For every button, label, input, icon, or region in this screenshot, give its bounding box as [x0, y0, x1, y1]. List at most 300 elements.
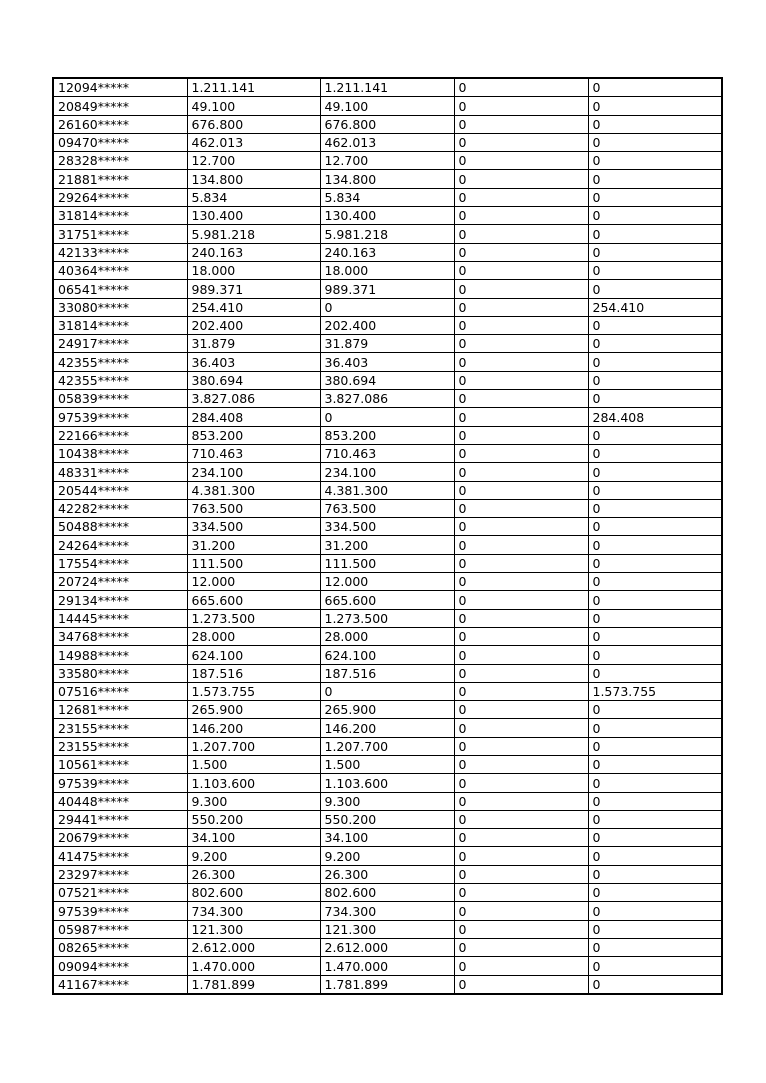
zero-cell: 0: [454, 78, 588, 97]
remaining-cell: 0: [588, 78, 722, 97]
remaining-cell: 0: [588, 207, 722, 225]
zero-cell: 0: [454, 755, 588, 773]
id-cell: 09094*****: [53, 957, 187, 975]
table-row: [53, 207, 722, 225]
id-cell: 07516*****: [53, 682, 187, 700]
remaining-cell: 0: [588, 609, 722, 627]
zero-cell: 0: [454, 371, 588, 389]
zero-cell: 0: [454, 207, 588, 225]
table-row: [53, 426, 722, 444]
paid-cell: 134.800: [320, 170, 454, 188]
zero-cell: 0: [454, 408, 588, 426]
amount-cell: 2.612.000: [187, 938, 320, 956]
paid-cell: 12.000: [320, 573, 454, 591]
paid-cell: 18.000: [320, 261, 454, 279]
paid-cell: 1.273.500: [320, 609, 454, 627]
amount-cell: 665.600: [187, 591, 320, 609]
zero-cell: 0: [454, 481, 588, 499]
table-row: [53, 682, 722, 700]
id-cell: 48331*****: [53, 463, 187, 481]
remaining-cell: 0: [588, 152, 722, 170]
table-row: [53, 97, 722, 115]
zero-cell: 0: [454, 646, 588, 664]
remaining-cell: 0: [588, 774, 722, 792]
table-row: [53, 719, 722, 737]
table-row: [53, 280, 722, 298]
id-cell: 42355*****: [53, 371, 187, 389]
id-cell: 29264*****: [53, 188, 187, 206]
table-row: [53, 573, 722, 591]
id-cell: 20679*****: [53, 829, 187, 847]
amount-cell: 624.100: [187, 646, 320, 664]
id-cell: 41475*****: [53, 847, 187, 865]
data-table: [52, 77, 723, 995]
remaining-cell: 0: [588, 737, 722, 755]
zero-cell: 0: [454, 938, 588, 956]
table-row: [53, 390, 722, 408]
table-row: [53, 957, 722, 975]
id-cell: 12094*****: [53, 78, 187, 97]
paid-cell: 1.207.700: [320, 737, 454, 755]
paid-cell: 31.200: [320, 536, 454, 554]
remaining-cell: 0: [588, 97, 722, 115]
table-row: [53, 755, 722, 773]
zero-cell: 0: [454, 152, 588, 170]
remaining-cell: 0: [588, 335, 722, 353]
amount-cell: 462.013: [187, 133, 320, 151]
amount-cell: 234.100: [187, 463, 320, 481]
amount-cell: 130.400: [187, 207, 320, 225]
table-row: [53, 774, 722, 792]
id-cell: 14445*****: [53, 609, 187, 627]
paid-cell: 550.200: [320, 810, 454, 828]
zero-cell: 0: [454, 829, 588, 847]
zero-cell: 0: [454, 737, 588, 755]
id-cell: 31814*****: [53, 316, 187, 334]
amount-cell: 4.381.300: [187, 481, 320, 499]
paid-cell: 462.013: [320, 133, 454, 151]
paid-cell: 0: [320, 408, 454, 426]
id-cell: 21881*****: [53, 170, 187, 188]
table-row: [53, 170, 722, 188]
table-row: [53, 646, 722, 664]
id-cell: 26160*****: [53, 115, 187, 133]
zero-cell: 0: [454, 591, 588, 609]
zero-cell: 0: [454, 682, 588, 700]
id-cell: 97539*****: [53, 774, 187, 792]
id-cell: 20544*****: [53, 481, 187, 499]
table-row: [53, 884, 722, 902]
amount-cell: 1.273.500: [187, 609, 320, 627]
zero-cell: 0: [454, 280, 588, 298]
table-row: [53, 408, 722, 426]
paid-cell: 9.200: [320, 847, 454, 865]
paid-cell: 2.612.000: [320, 938, 454, 956]
paid-cell: 36.403: [320, 353, 454, 371]
remaining-cell: 0: [588, 371, 722, 389]
table-row: [53, 902, 722, 920]
remaining-cell: 0: [588, 902, 722, 920]
id-cell: 07521*****: [53, 884, 187, 902]
amount-cell: 9.300: [187, 792, 320, 810]
zero-cell: 0: [454, 170, 588, 188]
table-row: [53, 554, 722, 572]
id-cell: 23155*****: [53, 737, 187, 755]
remaining-cell: 0: [588, 884, 722, 902]
paid-cell: 802.600: [320, 884, 454, 902]
paid-cell: 130.400: [320, 207, 454, 225]
id-cell: 08265*****: [53, 938, 187, 956]
id-cell: 42355*****: [53, 353, 187, 371]
remaining-cell: 0: [588, 353, 722, 371]
table-row: [53, 938, 722, 956]
table-row: [53, 335, 722, 353]
remaining-cell: 0: [588, 975, 722, 994]
amount-cell: 28.000: [187, 627, 320, 645]
remaining-cell: 284.408: [588, 408, 722, 426]
table-row: [53, 792, 722, 810]
id-cell: 20849*****: [53, 97, 187, 115]
paid-cell: 28.000: [320, 627, 454, 645]
amount-cell: 1.103.600: [187, 774, 320, 792]
amount-cell: 989.371: [187, 280, 320, 298]
zero-cell: 0: [454, 664, 588, 682]
amount-cell: 284.408: [187, 408, 320, 426]
paid-cell: 146.200: [320, 719, 454, 737]
remaining-cell: 0: [588, 865, 722, 883]
paid-cell: 1.211.141: [320, 78, 454, 97]
table-row: [53, 152, 722, 170]
id-cell: 33080*****: [53, 298, 187, 316]
zero-cell: 0: [454, 554, 588, 572]
id-cell: 40448*****: [53, 792, 187, 810]
id-cell: 10438*****: [53, 444, 187, 462]
paid-cell: 3.827.086: [320, 390, 454, 408]
zero-cell: 0: [454, 957, 588, 975]
zero-cell: 0: [454, 353, 588, 371]
amount-cell: 1.500: [187, 755, 320, 773]
amount-cell: 734.300: [187, 902, 320, 920]
paid-cell: 202.400: [320, 316, 454, 334]
table-body: [53, 78, 722, 994]
paid-cell: 187.516: [320, 664, 454, 682]
zero-cell: 0: [454, 390, 588, 408]
paid-cell: 1.781.899: [320, 975, 454, 994]
zero-cell: 0: [454, 975, 588, 994]
id-cell: 23155*****: [53, 719, 187, 737]
id-cell: 17554*****: [53, 554, 187, 572]
amount-cell: 146.200: [187, 719, 320, 737]
id-cell: 20724*****: [53, 573, 187, 591]
table-row: [53, 591, 722, 609]
remaining-cell: 0: [588, 518, 722, 536]
paid-cell: 989.371: [320, 280, 454, 298]
remaining-cell: 0: [588, 225, 722, 243]
remaining-cell: 0: [588, 627, 722, 645]
id-cell: 40364*****: [53, 261, 187, 279]
amount-cell: 1.781.899: [187, 975, 320, 994]
paid-cell: 1.470.000: [320, 957, 454, 975]
paid-cell: 710.463: [320, 444, 454, 462]
amount-cell: 5.834: [187, 188, 320, 206]
table-row: [53, 371, 722, 389]
id-cell: 42133*****: [53, 243, 187, 261]
paid-cell: 49.100: [320, 97, 454, 115]
zero-cell: 0: [454, 609, 588, 627]
id-cell: 34768*****: [53, 627, 187, 645]
remaining-cell: 0: [588, 261, 722, 279]
remaining-cell: 0: [588, 829, 722, 847]
paid-cell: 26.300: [320, 865, 454, 883]
amount-cell: 121.300: [187, 920, 320, 938]
paid-cell: 0: [320, 298, 454, 316]
zero-cell: 0: [454, 426, 588, 444]
id-cell: 12681*****: [53, 701, 187, 719]
zero-cell: 0: [454, 792, 588, 810]
remaining-cell: 0: [588, 444, 722, 462]
amount-cell: 802.600: [187, 884, 320, 902]
remaining-cell: 0: [588, 481, 722, 499]
remaining-cell: 0: [588, 591, 722, 609]
amount-cell: 202.400: [187, 316, 320, 334]
table-row: [53, 481, 722, 499]
table-row: [53, 298, 722, 316]
zero-cell: 0: [454, 225, 588, 243]
amount-cell: 31.879: [187, 335, 320, 353]
table-row: [53, 847, 722, 865]
zero-cell: 0: [454, 701, 588, 719]
remaining-cell: 0: [588, 554, 722, 572]
amount-cell: 1.573.755: [187, 682, 320, 700]
id-cell: 05987*****: [53, 920, 187, 938]
table-row: [53, 536, 722, 554]
paid-cell: 853.200: [320, 426, 454, 444]
paid-cell: 0: [320, 682, 454, 700]
remaining-cell: 0: [588, 938, 722, 956]
amount-cell: 1.211.141: [187, 78, 320, 97]
remaining-cell: 0: [588, 115, 722, 133]
paid-cell: 5.981.218: [320, 225, 454, 243]
remaining-cell: 0: [588, 463, 722, 481]
id-cell: 28328*****: [53, 152, 187, 170]
remaining-cell: 0: [588, 316, 722, 334]
paid-cell: 111.500: [320, 554, 454, 572]
table-row: [53, 499, 722, 517]
remaining-cell: 0: [588, 426, 722, 444]
amount-cell: 18.000: [187, 261, 320, 279]
amount-cell: 265.900: [187, 701, 320, 719]
id-cell: 29441*****: [53, 810, 187, 828]
paid-cell: 1.500: [320, 755, 454, 773]
paid-cell: 121.300: [320, 920, 454, 938]
id-cell: 41167*****: [53, 975, 187, 994]
remaining-cell: 0: [588, 573, 722, 591]
amount-cell: 34.100: [187, 829, 320, 847]
id-cell: 31751*****: [53, 225, 187, 243]
table-row: [53, 920, 722, 938]
amount-cell: 3.827.086: [187, 390, 320, 408]
table-row: [53, 518, 722, 536]
zero-cell: 0: [454, 97, 588, 115]
paid-cell: 34.100: [320, 829, 454, 847]
table-row: [53, 444, 722, 462]
remaining-cell: 0: [588, 664, 722, 682]
table-row: [53, 225, 722, 243]
id-cell: 14988*****: [53, 646, 187, 664]
zero-cell: 0: [454, 920, 588, 938]
zero-cell: 0: [454, 573, 588, 591]
zero-cell: 0: [454, 774, 588, 792]
id-cell: 05839*****: [53, 390, 187, 408]
paid-cell: 12.700: [320, 152, 454, 170]
zero-cell: 0: [454, 627, 588, 645]
table-row: [53, 829, 722, 847]
amount-cell: 710.463: [187, 444, 320, 462]
remaining-cell: 0: [588, 957, 722, 975]
zero-cell: 0: [454, 335, 588, 353]
amount-cell: 134.800: [187, 170, 320, 188]
id-cell: 29134*****: [53, 591, 187, 609]
table-row: [53, 810, 722, 828]
id-cell: 24917*****: [53, 335, 187, 353]
id-cell: 06541*****: [53, 280, 187, 298]
amount-cell: 5.981.218: [187, 225, 320, 243]
remaining-cell: 0: [588, 755, 722, 773]
remaining-cell: 0: [588, 810, 722, 828]
table-row: [53, 316, 722, 334]
remaining-cell: 0: [588, 243, 722, 261]
zero-cell: 0: [454, 463, 588, 481]
amount-cell: 763.500: [187, 499, 320, 517]
remaining-cell: 0: [588, 280, 722, 298]
amount-cell: 26.300: [187, 865, 320, 883]
paid-cell: 665.600: [320, 591, 454, 609]
table-row: [53, 975, 722, 994]
amount-cell: 31.200: [187, 536, 320, 554]
amount-cell: 187.516: [187, 664, 320, 682]
id-cell: 97539*****: [53, 902, 187, 920]
id-cell: 10561*****: [53, 755, 187, 773]
amount-cell: 676.800: [187, 115, 320, 133]
amount-cell: 12.000: [187, 573, 320, 591]
paid-cell: 240.163: [320, 243, 454, 261]
amount-cell: 380.694: [187, 371, 320, 389]
table-row: [53, 188, 722, 206]
paid-cell: 5.834: [320, 188, 454, 206]
id-cell: 23297*****: [53, 865, 187, 883]
paid-cell: 763.500: [320, 499, 454, 517]
amount-cell: 550.200: [187, 810, 320, 828]
amount-cell: 254.410: [187, 298, 320, 316]
paid-cell: 265.900: [320, 701, 454, 719]
table-row: [53, 463, 722, 481]
paid-cell: 334.500: [320, 518, 454, 536]
id-cell: 31814*****: [53, 207, 187, 225]
zero-cell: 0: [454, 444, 588, 462]
table-row: [53, 701, 722, 719]
paid-cell: 4.381.300: [320, 481, 454, 499]
paid-cell: 676.800: [320, 115, 454, 133]
remaining-cell: 0: [588, 133, 722, 151]
table-row: [53, 609, 722, 627]
remaining-cell: 0: [588, 920, 722, 938]
zero-cell: 0: [454, 719, 588, 737]
amount-cell: 853.200: [187, 426, 320, 444]
paid-cell: 380.694: [320, 371, 454, 389]
zero-cell: 0: [454, 188, 588, 206]
id-cell: 42282*****: [53, 499, 187, 517]
amount-cell: 334.500: [187, 518, 320, 536]
id-cell: 22166*****: [53, 426, 187, 444]
id-cell: 24264*****: [53, 536, 187, 554]
zero-cell: 0: [454, 518, 588, 536]
paid-cell: 624.100: [320, 646, 454, 664]
amount-cell: 12.700: [187, 152, 320, 170]
table-row: [53, 78, 722, 97]
remaining-cell: 0: [588, 847, 722, 865]
zero-cell: 0: [454, 810, 588, 828]
table-row: [53, 664, 722, 682]
remaining-cell: 254.410: [588, 298, 722, 316]
zero-cell: 0: [454, 261, 588, 279]
zero-cell: 0: [454, 115, 588, 133]
zero-cell: 0: [454, 133, 588, 151]
zero-cell: 0: [454, 884, 588, 902]
paid-cell: 234.100: [320, 463, 454, 481]
table-row: [53, 627, 722, 645]
paid-cell: 31.879: [320, 335, 454, 353]
paid-cell: 734.300: [320, 902, 454, 920]
table-row: [53, 133, 722, 151]
remaining-cell: 0: [588, 390, 722, 408]
amount-cell: 1.470.000: [187, 957, 320, 975]
zero-cell: 0: [454, 865, 588, 883]
remaining-cell: 0: [588, 701, 722, 719]
remaining-cell: 0: [588, 719, 722, 737]
zero-cell: 0: [454, 499, 588, 517]
id-cell: 33580*****: [53, 664, 187, 682]
amount-cell: 111.500: [187, 554, 320, 572]
table-row: [53, 737, 722, 755]
remaining-cell: 0: [588, 536, 722, 554]
remaining-cell: 0: [588, 188, 722, 206]
paid-cell: 1.103.600: [320, 774, 454, 792]
amount-cell: 240.163: [187, 243, 320, 261]
zero-cell: 0: [454, 243, 588, 261]
zero-cell: 0: [454, 902, 588, 920]
remaining-cell: 0: [588, 792, 722, 810]
amount-cell: 9.200: [187, 847, 320, 865]
amount-cell: 36.403: [187, 353, 320, 371]
amount-cell: 49.100: [187, 97, 320, 115]
remaining-cell: 1.573.755: [588, 682, 722, 700]
zero-cell: 0: [454, 847, 588, 865]
id-cell: 50488*****: [53, 518, 187, 536]
amount-cell: 1.207.700: [187, 737, 320, 755]
id-cell: 09470*****: [53, 133, 187, 151]
id-cell: 97539*****: [53, 408, 187, 426]
paid-cell: 9.300: [320, 792, 454, 810]
table-row: [53, 115, 722, 133]
zero-cell: 0: [454, 316, 588, 334]
zero-cell: 0: [454, 298, 588, 316]
table-row: [53, 353, 722, 371]
zero-cell: 0: [454, 536, 588, 554]
remaining-cell: 0: [588, 646, 722, 664]
table-row: [53, 243, 722, 261]
remaining-cell: 0: [588, 499, 722, 517]
remaining-cell: 0: [588, 170, 722, 188]
